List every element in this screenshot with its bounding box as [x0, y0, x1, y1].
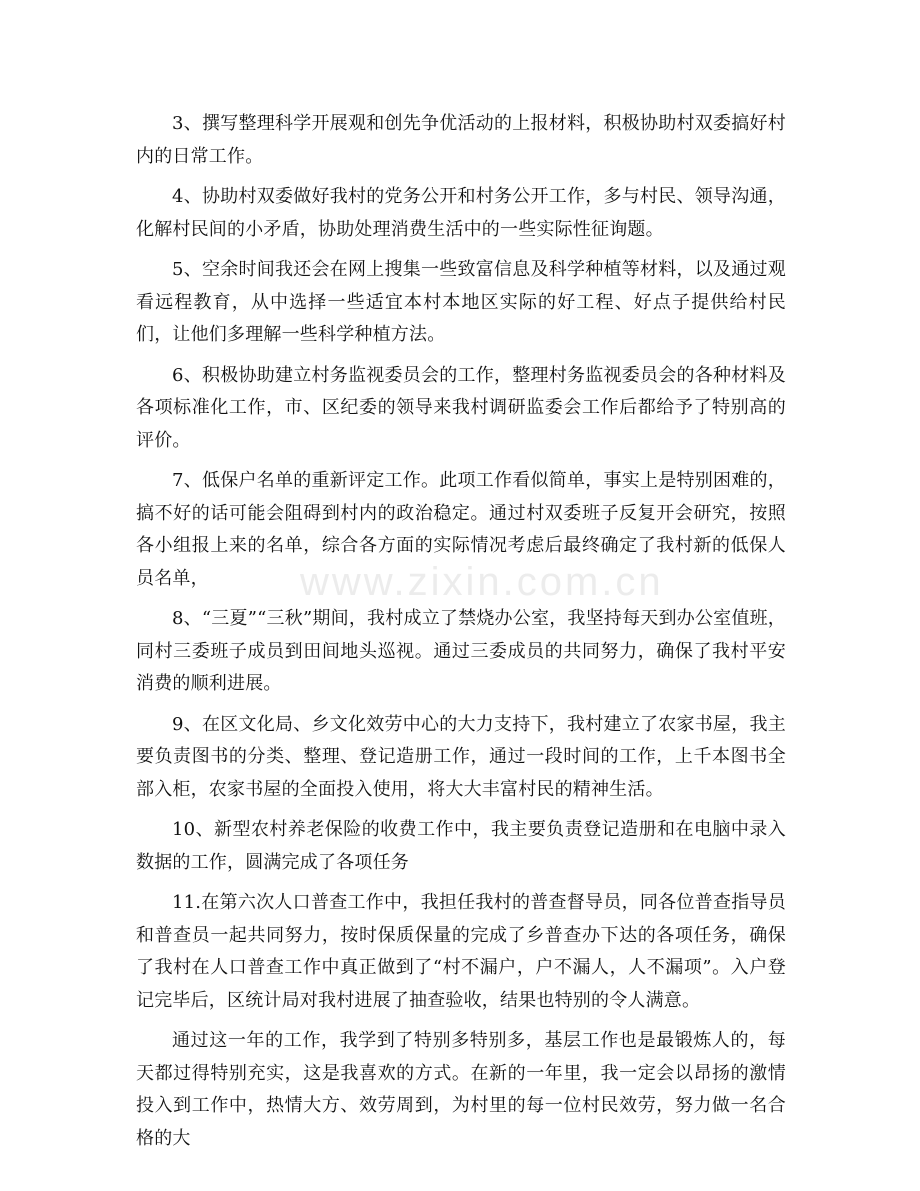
document-body — [136, 108, 786, 1163]
paragraph-item-9: 9、在区文化局、乡文化效劳中心的大力支持下，我村建立了农家书屋，我主要负责图书的分类、整理、登记造册工作，通过一段时间的工作，上千本图书全部入柜，农家书屋的全面投入使用，将大大丰富村民的精神生活。 — [136, 713, 786, 800]
paragraph-item-6: 6、积极协助建立村务监视委员会的工作，整理村务监视委员会的各种材料及各项标准化工作，市、区纪委的领导来我村调研监委会工作后都给予了特别高的评价。 — [136, 364, 786, 451]
paragraph-item-8: 8、“三夏”“三秋”期间，我村成立了禁烧办公室，我坚持每天到办公室值班，同村三委班子成员到田间地头巡视。通过三委成员的共同努力，确保了我村平安消费的顺利进展。 — [136, 608, 786, 694]
paragraph-summary: 通过这一年的工作，我学到了特别多特别多，基层工作也是最锻炼人的，每天都过得特别充实，这是我喜欢的方式。在新的一年里，我一定会以昂扬的激情投入到工作中，热情大方、效劳周到，为村里的每一位村民效劳，努力做一名合格的大 — [136, 1030, 786, 1149]
paragraph-item-11: 11.在第六次人口普查工作中，我担任我村的普查督导员，同各位普查指导员和普查员一起共同努力，按时保质保量的完成了乡普查办下达的各项任务，确保了我村在人口普查工作中真正做到了“村不漏户，户不漏人，人不漏项”。入户登记完毕后，区统计局对我村进展了抽查验收，结果也特别的令人满意。 — [136, 892, 786, 1011]
watermark-text: www.zixin.com.cn — [300, 560, 664, 604]
paragraph-item-5: 5、空余时间我还会在网上搜集一些致富信息及科学种植等材料，以及通过观看远程教育，从中选择一些适宜本村本地区实际的好工程、好点子提供给村民们，让他们多理解一些科学种植方法。 — [136, 259, 786, 345]
paragraph-item-4: 4、协助村双委做好我村的党务公开和村务公开工作，多与村民、领导沟通，化解村民间的小矛盾，协助处理消费生活中的一些实际性征询题。 — [136, 186, 786, 240]
paragraph-item-10: 10、新型农村养老保险的收费工作中，我主要负责登记造册和在电脑中录入数据的工作，圆满完成了各项任务 — [136, 819, 786, 873]
paragraph-item-7: 7、低保户名单的重新评定工作。此项工作看似简单，事实上是特别困难的，搞不好的话可能会阻碍到村内的政治稳定。通过村双委班子反复开会研究，按照各小组报上来的名单，综合各方面的实际情况考虑后最终确定了我村新的低保人员名单， — [136, 470, 786, 589]
paragraph-item-3: 3、撰写整理科学开展观和创先争优活动的上报材料，积极协助村双委搞好村内的日常工作。 — [136, 113, 786, 167]
